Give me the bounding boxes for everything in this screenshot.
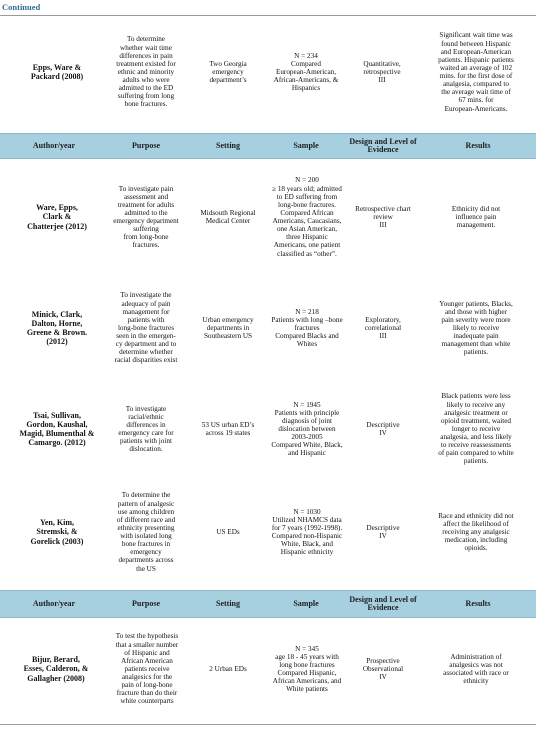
header-author-year: Author/year xyxy=(32,140,76,150)
setting-cell: 53 US urban ED’s across 19 states xyxy=(201,420,255,437)
header-sample: Sample xyxy=(293,140,319,150)
header-sample: Sample xyxy=(293,598,319,608)
header-author-year: Author/year xyxy=(32,598,76,608)
sample-cell: N = 200 ≥ 18 years old; admitted to ED suffering from long-bone fractures. Compared African Americans, Caucasians, one Asian American, three Hispanic Americans, one patient classified as “other”. xyxy=(272,176,342,258)
results-cell: Administration of analgesics was not associated with race or ethnicity xyxy=(443,652,509,686)
setting-cell: US EDs xyxy=(216,527,240,536)
header-design: Design and Level of Evidence xyxy=(349,136,417,154)
design-cell: Exploratory, correlational III xyxy=(364,315,402,341)
header-purpose: Purpose xyxy=(132,598,160,608)
sample-cell: N = 218 Patients with long –bone fractures Compared Blacks and Whites xyxy=(271,307,343,349)
purpose-cell: To investigate the adequacy of pain management for patients with long-bone fractures seen in the emergen- cy department and to determine whether racial disparities exist xyxy=(114,291,178,365)
header-results: Results xyxy=(465,598,491,608)
design-cell: Quantitative, retrospective III xyxy=(363,59,401,85)
purpose-cell: To investigate racial/ethnic differences in emergency care for patients with joint dislocation. xyxy=(118,404,174,454)
results-cell: Race and ethnicity did not affect the likelihood of receiving any analgesic medication, including opioids. xyxy=(438,511,514,553)
sample-cell: N = 345 age 18 - 45 years with long bone fractures Compared Hispanic, African Americans, and White patients xyxy=(272,644,342,694)
author-cell: Tsai, Sullivan, Gordon, Kaushal, Magid, Blumenthal & Camargo. (2012) xyxy=(19,410,95,448)
results-cell: Younger patients, Blacks, and those with higher pain severity were more likely to receive inadequate pain management than white patients. xyxy=(439,299,513,357)
design-cell: Prospective Observational IV xyxy=(362,656,404,682)
header-setting: Setting xyxy=(216,598,240,608)
continued-label: Continued xyxy=(2,2,41,12)
top-rule xyxy=(0,15,536,16)
results-cell: Black patients were less likely to receive any analgesic treatment or opioid treatment, waited longer to receive analgesia, and less likely to receive reassessments of pain compared to white patients. xyxy=(438,392,514,466)
author-cell: Ware, Epps, Clark & Chatterjee (2012) xyxy=(27,203,87,231)
setting-cell: Urban emergency departments in Southeastern US xyxy=(202,315,254,341)
author-cell: Minick, Clark, Dalton, Horne, Greene & Brown. (2012) xyxy=(26,309,88,347)
results-cell: Ethnicity did not influence pain management. xyxy=(451,204,501,230)
header-setting: Setting xyxy=(216,140,240,150)
setting-cell: Two Georgia emergency department’s xyxy=(209,59,247,85)
author-cell: Yen, Kim, Stremski, & Gorelick (2003) xyxy=(30,518,84,546)
header-results: Results xyxy=(465,140,491,150)
sample-cell: N = 1030 Utilized NHAMCS data for 7 years (1992-1998). Compared non-Hispanic White, Black, and Hispanic ethnicity xyxy=(271,507,343,557)
setting-cell: 2 Urban EDs xyxy=(209,664,247,673)
author-cell: Bijur, Berard, Esses, Calderon, & Gallagher (2008) xyxy=(23,655,89,683)
table-header xyxy=(0,590,536,618)
purpose-cell: To determine the pattern of analgesic use among children of different race and ethnicity presenting with isolated long bone fractures in emergency departments across the US xyxy=(116,491,176,573)
purpose-cell: To investigate pain assessment and treatment for adults admitted to the emergency department suffering from long-bone fractures. xyxy=(113,184,179,250)
design-cell: Descriptive IV xyxy=(366,523,400,540)
bottom-rule xyxy=(0,724,536,725)
setting-cell: Midsouth Regional Medical Center xyxy=(200,208,256,225)
design-cell: Descriptive IV xyxy=(366,420,400,437)
purpose-cell: To test the hypothesis that a smaller number of Hispanic and African American patients receive analgesics for the pain of long-bone fracture than do their white counterparts xyxy=(115,632,179,706)
header-design: Design and Level of Evidence xyxy=(349,594,417,612)
header-purpose: Purpose xyxy=(132,140,160,150)
results-cell: Significant wait time was found between Hispanic and European-American patients. Hispanic patients waited an average of 102 mins. for the first dose of analgesia, compared to the average wait time of 67 mins. for European-Americans. xyxy=(438,31,514,113)
sample-cell: N = 1945 Patients with principle diagnosis of joint dislocation between 2003-2005 Compared White, Black, and Hispanic xyxy=(271,400,343,458)
sample-cell: N = 234 Compared European-American, African-Americans, & Hispanics xyxy=(273,51,339,93)
design-cell: Retrospective chart review III xyxy=(355,204,411,230)
purpose-cell: To determine whether wait time differences in pain treatment existed for ethnic and minority adults who were admitted to the ED suffering from long bone fractures. xyxy=(116,35,176,109)
table-header xyxy=(0,133,536,159)
author-cell: Epps, Ware & Packard (2008) xyxy=(30,62,84,81)
